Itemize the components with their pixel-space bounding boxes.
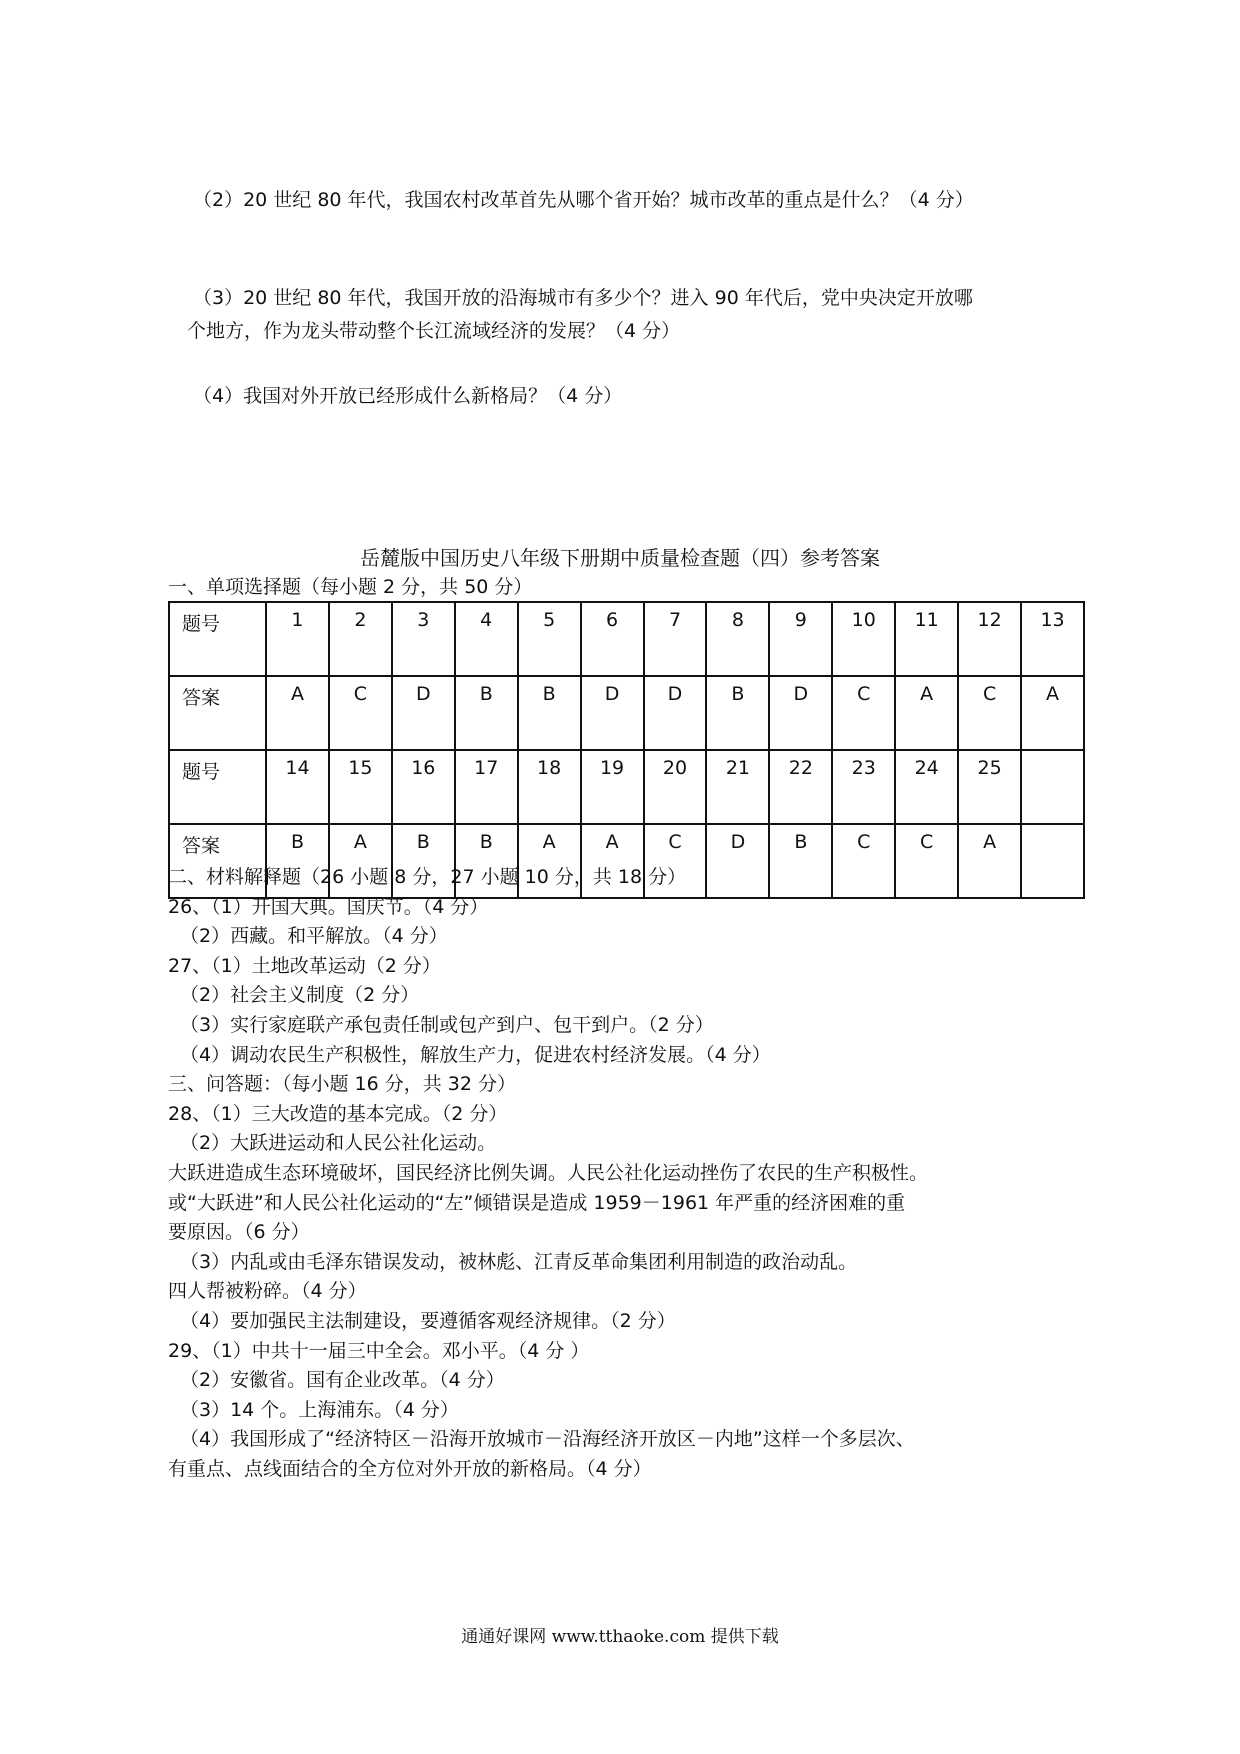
table-cell: 15 — [329, 750, 392, 824]
table-cell: 25 — [958, 750, 1021, 824]
question-2: （2）20 世纪 80 年代，我国农村改革首先从哪个省开始？城市改革的重点是什么？（4 分） — [193, 189, 974, 211]
answer-key-title: 岳麓版中国历史八年级下册期中质量检查题（四）参考答案 — [360, 546, 880, 570]
table-cell: D — [581, 676, 644, 750]
answer-line: （3）内乱或由毛泽东错误发动，被林彪、江青反革命集团利用制造的政治动乱。 — [180, 1251, 858, 1273]
row-header: 题号 — [169, 602, 266, 676]
answer-line: （2）安徽省。国有企业改革。（4 分） — [180, 1369, 505, 1391]
table-cell: B — [769, 824, 832, 898]
table-cell: 24 — [895, 750, 958, 824]
table-cell: A — [329, 824, 392, 898]
table-cell: B — [392, 824, 455, 898]
answer-line: 二、材料解释题（26 小题 8 分，27 小题 10 分，共 18 分） — [168, 866, 687, 888]
table-cell: 22 — [769, 750, 832, 824]
table-cell: 10 — [832, 602, 895, 676]
table-row — [169, 676, 1084, 750]
table-cell: A — [958, 824, 1021, 898]
answer-line: 三、问答题：（每小题 16 分，共 32 分） — [168, 1073, 517, 1095]
row-header: 题号 — [169, 750, 266, 824]
table-cell — [1021, 824, 1084, 898]
answer-line: （4）我国形成了“经济特区－沿海开放城市－沿海经济开放区－内地”这样一个多层次、 — [180, 1428, 915, 1450]
answer-line: 28、（1）三大改造的基本完成。（2 分） — [168, 1103, 508, 1125]
table-cell: C — [832, 676, 895, 750]
table-cell: 11 — [895, 602, 958, 676]
table-cell: 21 — [706, 750, 769, 824]
answer-table — [168, 601, 1085, 899]
table-row — [169, 602, 1084, 676]
table-cell: 16 — [392, 750, 455, 824]
answer-line: 有重点、点线面结合的全方位对外开放的新格局。（4 分） — [168, 1458, 652, 1480]
table-cell: A — [1021, 676, 1084, 750]
table-cell: 7 — [644, 602, 707, 676]
answer-line: （2）大跃进运动和人民公社化运动。 — [180, 1132, 497, 1154]
table-cell: 1 — [266, 602, 329, 676]
answer-line: 要原因。（6 分） — [168, 1221, 310, 1243]
table-cell: 14 — [266, 750, 329, 824]
question-3-line-1: （3）20 世纪 80 年代，我国开放的沿海城市有多少个？进入 90 年代后，党中央决定开放哪 — [193, 287, 973, 309]
table-cell: 8 — [706, 602, 769, 676]
answer-line: （2）西藏。和平解放。（4 分） — [180, 925, 448, 947]
table-cell: C — [895, 824, 958, 898]
table-cell: B — [455, 676, 518, 750]
table-cell: A — [895, 676, 958, 750]
table-cell: 12 — [958, 602, 1021, 676]
row-header: 答案 — [169, 676, 266, 750]
answer-line: 26、（1）开国大典。国庆节。（4 分） — [168, 896, 489, 918]
table-cell: 6 — [581, 602, 644, 676]
answer-line: （3）14 个。上海浦东。（4 分） — [180, 1399, 459, 1421]
table-cell: 5 — [518, 602, 581, 676]
table-cell: B — [455, 824, 518, 898]
table-cell: 20 — [644, 750, 707, 824]
table-cell: D — [644, 676, 707, 750]
question-3-line-2: 个地方，作为龙头带动整个长江流域经济的发展？（4 分） — [187, 320, 681, 342]
answer-line: （4）要加强民主法制建设，要遵循客观经济规律。（2 分） — [180, 1310, 676, 1332]
table-cell: C — [644, 824, 707, 898]
table-cell: C — [958, 676, 1021, 750]
table-cell: D — [392, 676, 455, 750]
answer-line: 大跃进造成生态环境破坏，国民经济比例失调。人民公社化运动挫伤了农民的生产积极性。 — [168, 1162, 929, 1184]
row-header: 答案 — [169, 824, 266, 898]
table-cell: D — [706, 824, 769, 898]
section-1-heading: 一、单项选择题（每小题 2 分，共 50 分） — [168, 576, 533, 598]
table-cell: 18 — [518, 750, 581, 824]
table-cell: 19 — [581, 750, 644, 824]
answer-line: 29、（1）中共十一届三中全会。邓小平。（4 分 ） — [168, 1340, 590, 1362]
table-cell: 9 — [769, 602, 832, 676]
table-cell — [1021, 750, 1084, 824]
table-cell: 23 — [832, 750, 895, 824]
table-cell: C — [329, 676, 392, 750]
answer-line: （4）调动农民生产积极性，解放生产力，促进农村经济发展。（4 分） — [180, 1044, 771, 1066]
table-cell: B — [266, 824, 329, 898]
table-cell: 13 — [1021, 602, 1084, 676]
answer-line: 四人帮被粉碎。（4 分） — [168, 1280, 367, 1302]
question-4: （4）我国对外开放已经形成什么新格局？（4 分） — [193, 385, 623, 407]
footer-credit: 通通好课网 www.tthaoke.com 提供下载 — [461, 1627, 779, 1647]
table-cell: A — [581, 824, 644, 898]
table-cell: A — [518, 824, 581, 898]
answer-line: （2）社会主义制度（2 分） — [180, 984, 420, 1006]
answer-line: 27、（1）土地改革运动（2 分） — [168, 955, 441, 977]
table-cell: 2 — [329, 602, 392, 676]
table-cell: B — [706, 676, 769, 750]
table-cell: 4 — [455, 602, 518, 676]
table-cell: B — [518, 676, 581, 750]
table-cell: 17 — [455, 750, 518, 824]
table-row — [169, 750, 1084, 824]
table-cell: D — [769, 676, 832, 750]
table-cell: C — [832, 824, 895, 898]
table-cell: A — [266, 676, 329, 750]
answer-line: 或“大跃进”和人民公社化运动的“左”倾错误是造成 1959－1961 年严重的经济困难的重 — [168, 1192, 906, 1214]
table-cell: 3 — [392, 602, 455, 676]
answer-line: （3）实行家庭联产承包责任制或包产到户、包干到户。（2 分） — [180, 1014, 714, 1036]
